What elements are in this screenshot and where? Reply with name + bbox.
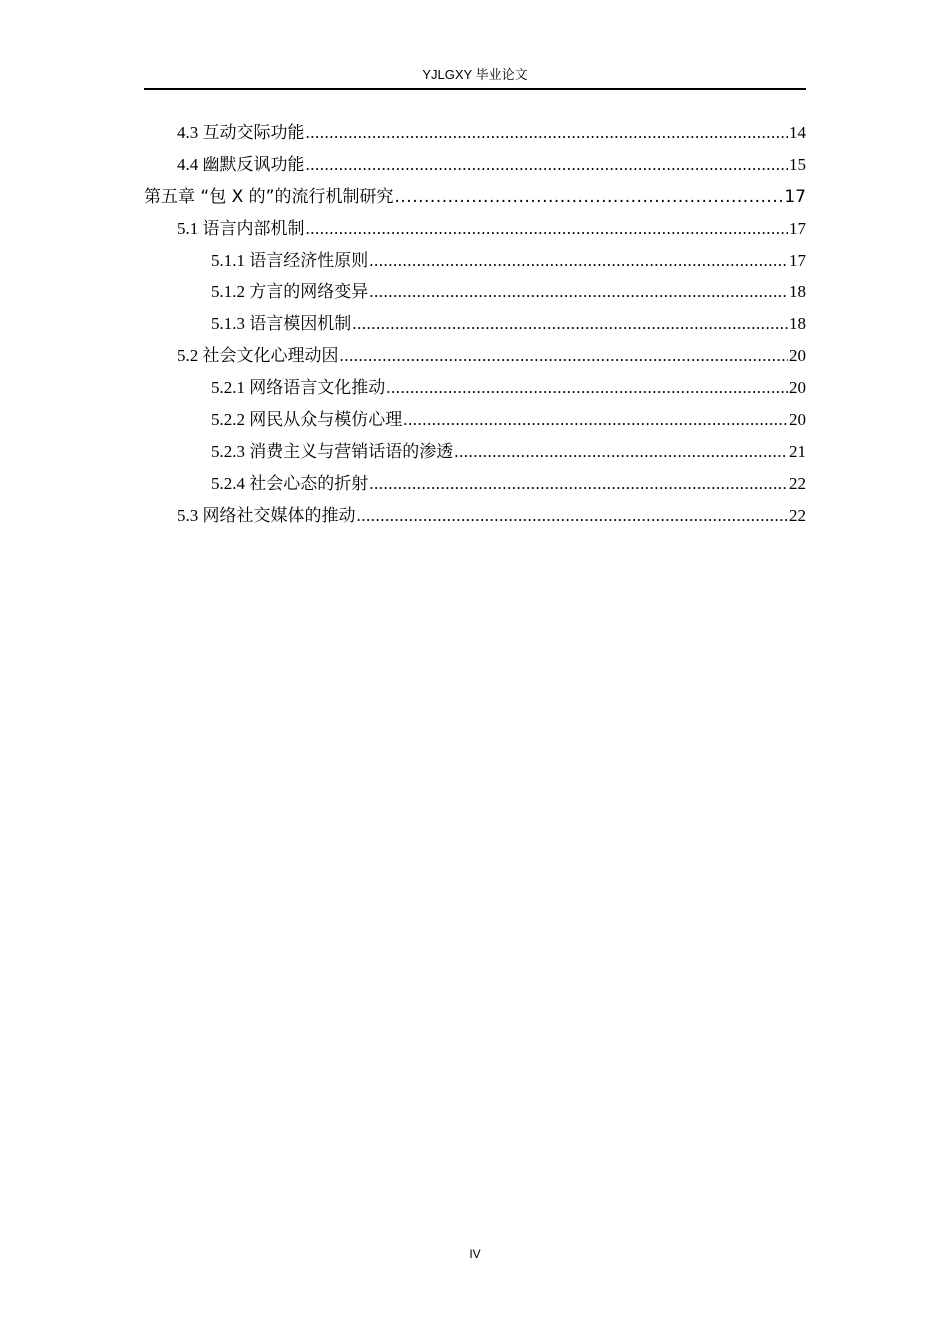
toc-leader-dots: [306, 155, 789, 175]
toc-entry-page: 20: [789, 410, 806, 430]
toc-leader-dots: [369, 282, 788, 302]
toc-entry-page: 15: [789, 154, 806, 174]
toc-entry-title: 5.3 网络社交媒体的推动: [177, 505, 356, 525]
toc-entry-page: 14: [789, 123, 806, 142]
table-of-contents: [144, 118, 806, 533]
toc-entry[interactable]: [144, 341, 806, 373]
header-title: YJLGXY 毕业论文: [422, 67, 528, 82]
toc-entry-title: 5.1 语言内部机制: [177, 218, 305, 238]
toc-entry-title: 5.2.2 网民从众与模仿心理: [211, 410, 403, 430]
page-header: [144, 64, 806, 90]
toc-entry-title: 4.3 互动交际功能: [177, 123, 305, 142]
toc-leader-dots: [454, 442, 788, 462]
toc-leader-dots: [403, 410, 788, 430]
toc-leader-dots: [386, 378, 788, 398]
toc-entry-title: 5.2.4 社会心态的折射: [211, 473, 369, 493]
toc-leader-dots: [357, 506, 789, 526]
toc-entry[interactable]: [144, 501, 806, 533]
page-number: IV: [469, 1247, 481, 1261]
toc-entry-title: 4.4 幽默反讽功能: [177, 154, 305, 174]
toc-leader-dots: [306, 219, 789, 239]
toc-entry[interactable]: [144, 469, 806, 501]
toc-entry-page: 22: [789, 505, 806, 525]
toc-leader-dots: [352, 314, 788, 334]
toc-entry[interactable]: [144, 373, 806, 405]
toc-entry[interactable]: [144, 437, 806, 469]
toc-entry-title: 5.2.3 消费主义与营销话语的渗透: [211, 441, 454, 461]
toc-entry-page: 17: [789, 218, 806, 238]
toc-entry[interactable]: [144, 309, 806, 341]
toc-entry-page: 17: [789, 250, 806, 270]
toc-entry-page: 21: [789, 441, 806, 461]
toc-entry-title: 5.2 社会文化心理动因: [177, 346, 339, 366]
toc-entry[interactable]: [144, 405, 806, 437]
toc-entry[interactable]: [144, 118, 806, 150]
page-footer: [0, 1247, 950, 1261]
toc-entry-page: 20: [789, 378, 806, 398]
toc-entry[interactable]: [144, 214, 806, 246]
toc-entry[interactable]: [144, 150, 806, 182]
toc-entry-page: 17: [784, 186, 806, 207]
toc-entry-title: 5.1.2 方言的网络变异: [211, 282, 369, 302]
toc-entry-title: 第五章 “包 X 的”的流行机制研究: [144, 186, 394, 207]
toc-leader-dots: [340, 346, 789, 366]
toc-entry[interactable]: [144, 246, 806, 278]
toc-entry-title: 5.1.3 语言模因机制: [211, 314, 352, 334]
toc-leader-dots: [394, 187, 783, 207]
toc-chapter-entry[interactable]: [144, 182, 806, 214]
toc-entry[interactable]: [144, 277, 806, 309]
toc-entry-page: 18: [789, 282, 806, 302]
toc-entry-title: 5.1.1 语言经济性原则: [211, 250, 369, 270]
toc-entry-page: 18: [789, 314, 806, 334]
toc-entry-title: 5.2.1 网络语言文化推动: [211, 378, 386, 398]
toc-leader-dots: [369, 251, 788, 271]
toc-leader-dots: [306, 123, 789, 143]
toc-leader-dots: [369, 474, 788, 494]
toc-entry-page: 22: [789, 473, 806, 493]
toc-entry-page: 20: [789, 346, 806, 366]
